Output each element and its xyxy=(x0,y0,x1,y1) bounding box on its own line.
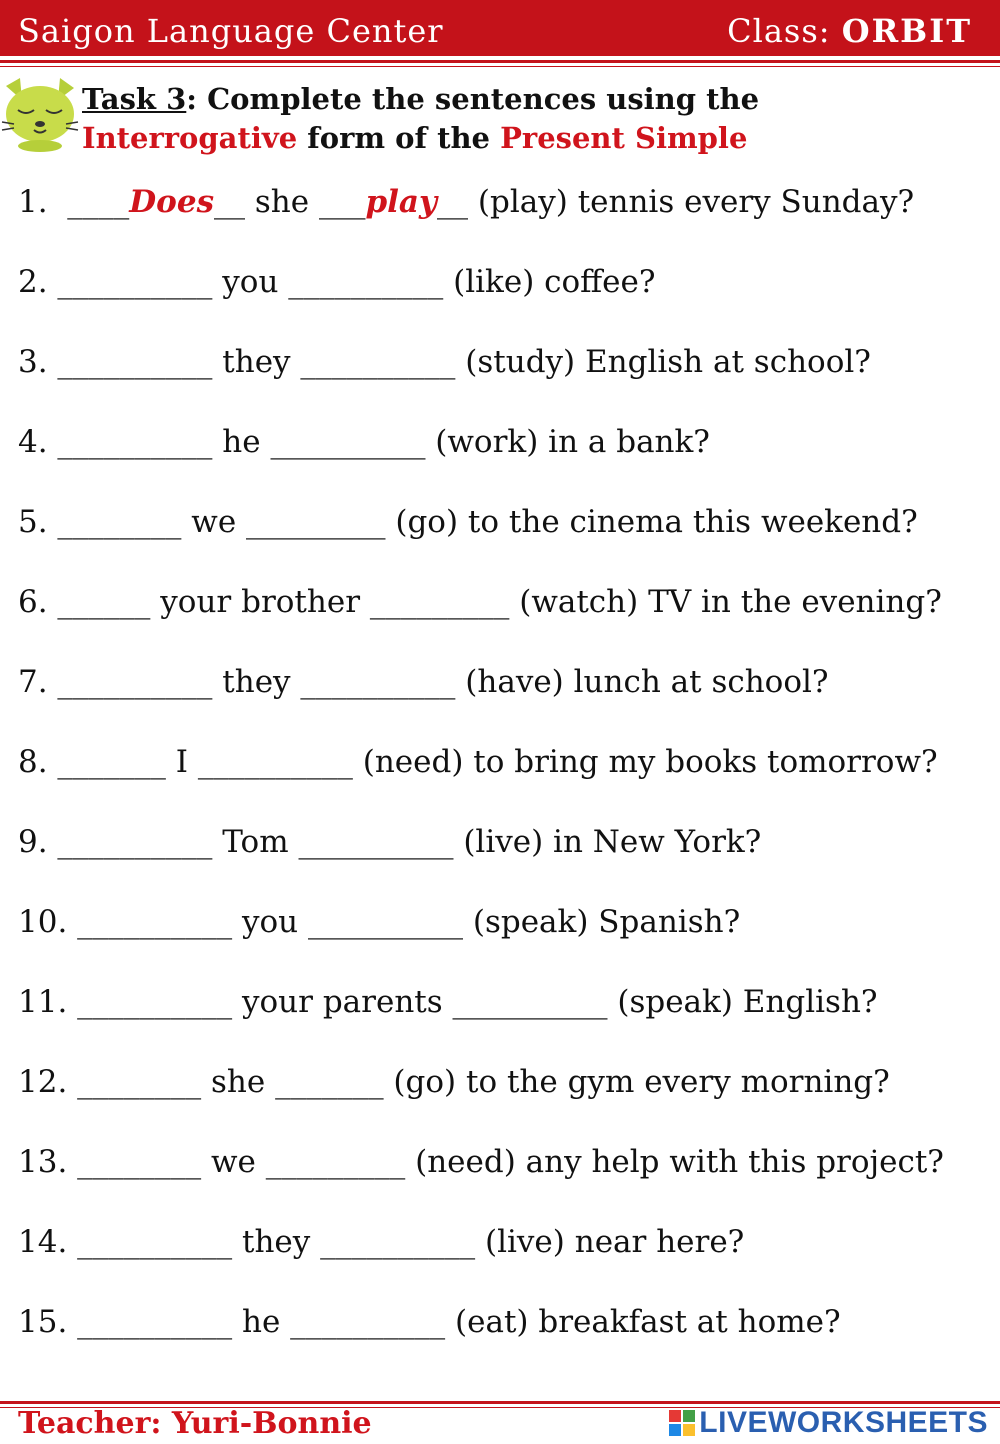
school-name: Saigon Language Center xyxy=(18,12,444,50)
question-11[interactable]: 11. __________ your parents __________ (speak) English? xyxy=(18,984,878,1020)
task-instructions xyxy=(82,80,759,158)
footer-divider xyxy=(0,1401,1000,1404)
question-10[interactable]: 10. __________ you __________ (speak) Spanish? xyxy=(18,904,741,940)
class-info xyxy=(727,12,972,50)
question-2[interactable]: 2. __________ you __________ (like) coffee? xyxy=(18,264,656,300)
answer-field-1a[interactable]: Does xyxy=(129,184,215,220)
question-8[interactable]: 8. _______ I __________ (need) to bring my books tomorrow? xyxy=(18,744,938,780)
question-3[interactable]: 3. __________ they __________ (study) English at school? xyxy=(18,344,871,380)
question-5[interactable]: 5. ________ we _________ (go) to the cinema this weekend? xyxy=(18,504,918,540)
task-label: Task 3 xyxy=(82,82,187,116)
class-name: ORBIT xyxy=(841,12,972,50)
question-1-part-1: 1. ____ xyxy=(18,184,130,220)
question-13[interactable]: 13. ________ we _________ (need) any help with this project? xyxy=(18,1144,944,1180)
question-1-part-3: __ (play) tennis every Sunday? xyxy=(437,184,915,220)
brand-wordmark: LIVEWORKSHEETS xyxy=(699,1406,988,1439)
task-text-2: form of the xyxy=(297,121,501,155)
question-14[interactable]: 14. __________ they __________ (live) near here? xyxy=(18,1224,745,1260)
header-divider xyxy=(0,60,1000,63)
question-7[interactable]: 7. __________ they __________ (have) lunch at school? xyxy=(18,664,829,700)
teacher-name: Teacher: Yuri-Bonnie xyxy=(18,1406,372,1441)
question-4[interactable]: 4. __________ he __________ (work) in a bank? xyxy=(18,424,710,460)
question-15[interactable]: 15. __________ he __________ (eat) breakfast at home? xyxy=(18,1304,841,1340)
task-highlight-interrogative: Interrogative xyxy=(82,121,298,155)
class-label: Class: xyxy=(727,12,831,50)
liveworksheets-logo-icon xyxy=(669,1410,695,1436)
liveworksheets-brand xyxy=(669,1408,988,1438)
task-text-1: : Complete the sentences using the xyxy=(186,82,760,116)
question-6[interactable]: 6. ______ your brother _________ (watch) TV in the evening? xyxy=(18,584,942,620)
answer-field-1b[interactable]: play xyxy=(365,184,438,220)
question-1-part-2: __ she ___ xyxy=(214,184,366,220)
task-highlight-present-simple: Present Simple xyxy=(500,121,748,155)
question-12[interactable]: 12. ________ she _______ (go) to the gym every morning? xyxy=(18,1064,890,1100)
header-bar xyxy=(0,0,1000,56)
question-9[interactable]: 9. __________ Tom __________ (live) in New York? xyxy=(18,824,762,860)
question-1 xyxy=(18,184,914,220)
cat-mascot-icon xyxy=(0,74,80,152)
header-divider-thin xyxy=(0,66,1000,67)
